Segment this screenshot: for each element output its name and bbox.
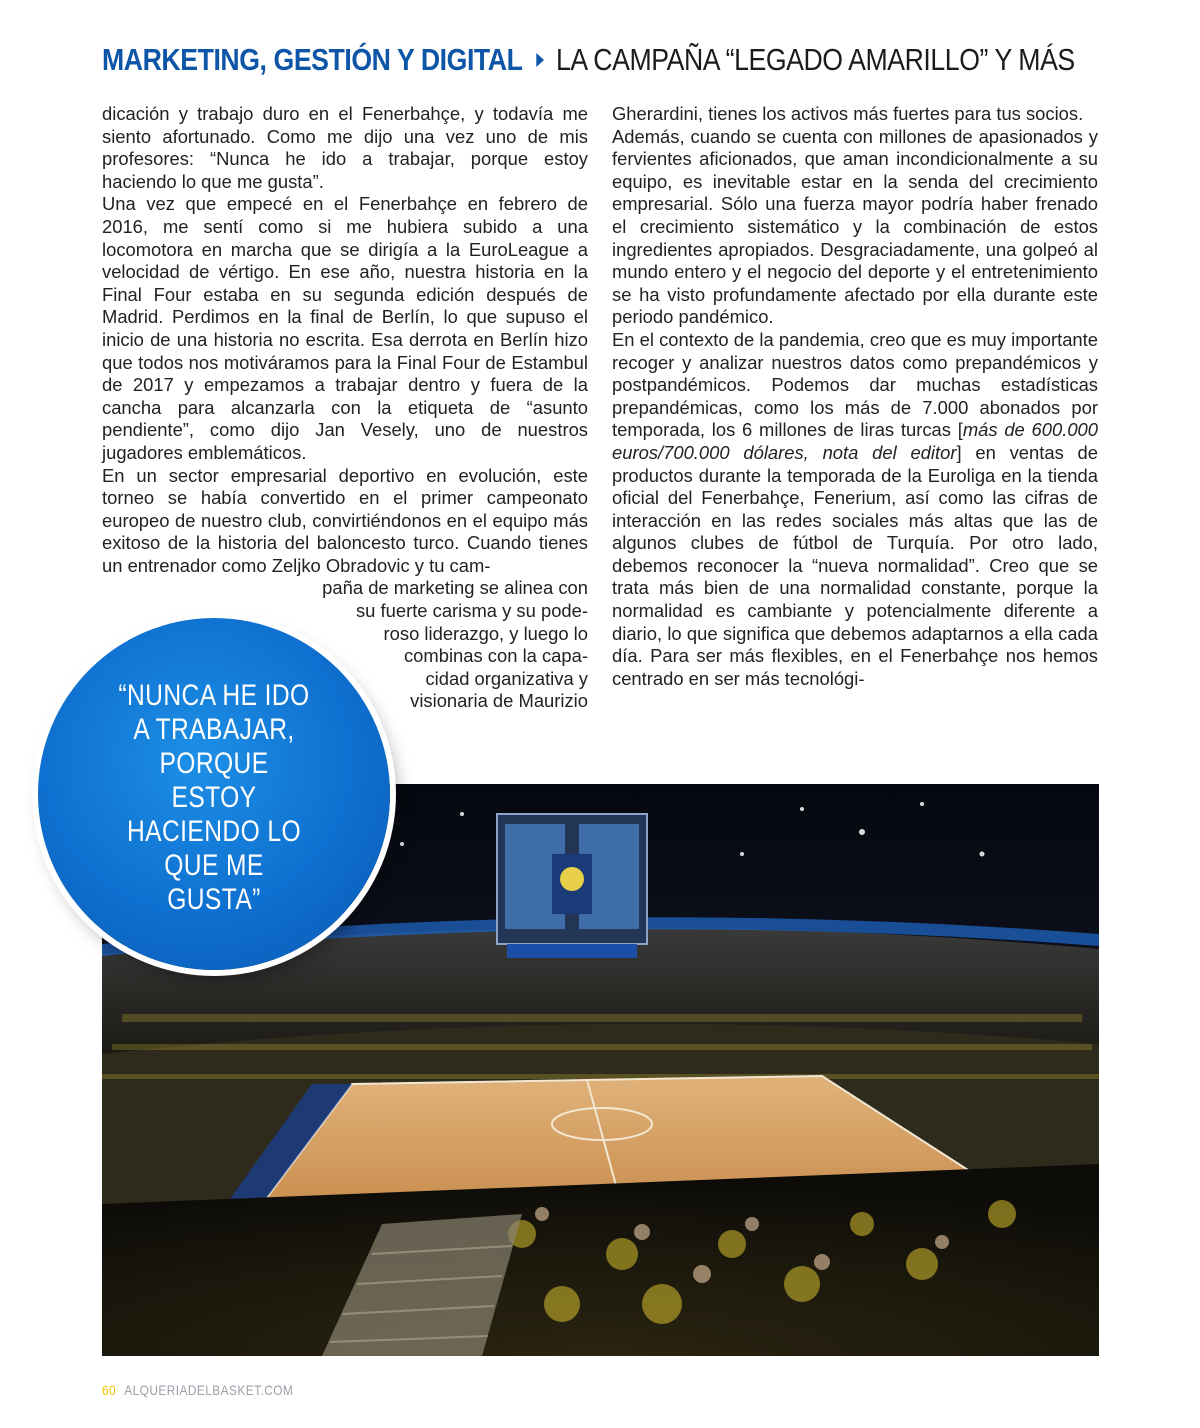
article-subtitle: LA CAMPAÑA “LEGADO AMARILLO” Y MÁS [556,42,1075,77]
wrapped-line: visionaria de Maurizio [410,690,588,712]
paragraph: En un sector empresarial deportivo en evolución, este torneo se había convertido en el primer campeonato europeo de nuestro club, convirtiéndonos en el equipo más exitoso de la historia del baloncesto turco. Cuando tienes un entrenador como Zeljko Obradovic y tu cam- [102,464,588,576]
paragraph: dicación y trabajo duro en el Fenerbahçe, y todavía me siento afortunado. Como me dijo una vez uno de mis profesores: “Nunca he ido a trabajar, porque estoy haciendo lo que me gusta”. [102,103,588,192]
wrapped-line: paña de marketing se alinea con [322,577,588,599]
wrapped-line: roso liderazgo, y luego lo [383,622,588,644]
paragraph-text: ] en ventas de productos durante la temporada de la Euroliga en la tienda oficial del Fenerbahçe, Fenerium, así como las cifras de interacción en las redes sociales más altas que las de algunos clubes de fútbol de Turquía. Por otro lado, debemos reconocer la “nueva normalidad”. Creo que se trata más bien de una normalidad constante, porque la normalidad es cambiante y potencialmente diferente a diario, lo que significa que debemos adaptarnos a ella cada día. Para ser más flexibles, en el Fenerbahçe nos hemos centrado en ser más tecnológi- [612,441,1098,689]
paragraph [612,329,1098,691]
right-column [612,103,1098,690]
paragraph: Además, cuando se cuenta con millones de apasionados y fervientes aficionados, que aman incondicionalmente a su equipo, es inevitable estar en la senda del crecimiento empresarial. Sólo una fuerza mayor podría haber frenado el crecimiento sistemático y la combinación de estos ingredientes apropiados. Desgraciadamente, una golpeó al mundo entero y el negocio del deporte y el entretenimiento se ha visto profundamente afectado por ella durante este periodo pandémico. [612,125,1098,328]
wrapped-line: su fuerte carisma y su pode- [355,600,588,622]
page-footer [102,1382,293,1398]
page-number: 60 [102,1382,117,1398]
triangle-arrow-icon [536,53,544,67]
pull-quote-text: “NUNCA HE IDO A TRABAJAR, PORQUE ESTOY HACIENDO LO QUE ME GUSTA” [118,679,310,916]
pull-quote-circle [38,618,390,970]
paragraph: Una vez que empecé en el Fenerbahçe en febrero de 2016, me sentí como si me hubiera subido a una locomotora en marcha que se dirigía a la EuroLeague a velocidad de vértigo. En ese año, nuestra historia en la Final Four estaba en su segunda edición después de Madrid. Perdimos en la final de Berlín, lo que supuso el inicio de una historia no escrita. Esa derrota en Berlín hizo que todos nos motiváramos para la Final Four de Estambul de 2017 y empezamos a trabajar dentro y fuera de la cancha para alcanzarla con la etiqueta de “asunto pendiente”, como dijo Jan Vesely, uno de nuestros jugadores emblemáticos. [102,193,588,463]
wrapped-line: cidad organizativa y [425,667,588,689]
paragraph-text: En el contexto de la pandemia, creo que es muy importante recoger y analizar nuestros datos como prepandémicos y postpandémicos. Podemos dar muchas estadísticas prepandémicas, como los más de 7.000 abonados por temporada, los 6 millones de liras turcas [ [612,328,1098,441]
paragraph: Gherardini, tienes los activos más fuertes para tus socios. [612,103,1084,124]
page-header [102,38,1075,82]
editor-note: más de 600.000 euros/700.000 dólares, nota del editor [612,419,1098,463]
section-title: MARKETING, GESTIÓN Y DIGITAL [102,42,523,77]
site-name: ALQUERIADELBASKET.COM [124,1382,294,1398]
wrapped-line: combinas con la capa- [403,645,588,667]
